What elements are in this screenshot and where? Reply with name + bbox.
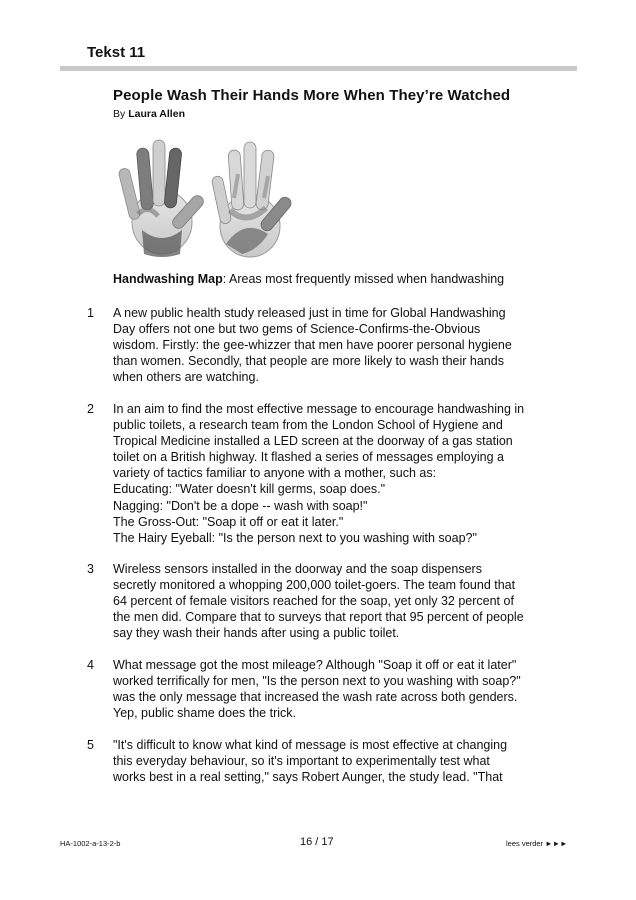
byline (113, 108, 185, 120)
paragraph-line: The Gross-Out: "Soap it off or eat it later." (113, 514, 344, 529)
continue-label: lees verder ►►► (506, 839, 568, 848)
paragraph-line: A new public health study released just in time for Global Handwashing (113, 306, 506, 320)
paragraph-line: public toilets, a research team from the London School of Hygiene and (113, 418, 503, 433)
paragraph-line: the men did. Compare that to surveys that report that 95 percent of people (113, 610, 524, 625)
paragraph-line: wisdom. Firstly: the gee-whizzer that men have poorer personal hygiene (113, 338, 512, 353)
caption-label: Handwashing Map (113, 272, 223, 286)
page-number: 16 / 17 (300, 836, 334, 848)
paragraph-number: 2 (87, 402, 94, 416)
paragraph-line: works best in a real setting," says Robert Aunger, the study lead. "That (113, 770, 503, 785)
exam-code: HA-1002-a-13-2-b (60, 839, 121, 848)
header-rule (60, 66, 577, 71)
paragraph-line: Yep, public shame does the trick. (113, 706, 296, 721)
byline-prefix: By (113, 108, 126, 120)
right-hand-icon (211, 142, 293, 257)
section-title: Tekst 11 (87, 44, 146, 61)
paragraph-line: Day offers not one but two gems of Science-Confirms-the-Obvious (113, 322, 481, 337)
paragraph-1 (87, 305, 577, 385)
author-name: Laura Allen (128, 108, 185, 120)
paragraph-line: Tropical Medicine installed a LED screen at the doorway of a gas station (113, 434, 513, 449)
paragraph-line: "It's difficult to know what kind of message is most effective at changing (113, 738, 508, 752)
paragraph-line: secretly monitored a whopping 200,000 toilet-goers. The team found that (113, 578, 516, 593)
image-caption (113, 272, 504, 286)
paragraph-line: say they wash their hands after using a public toilet. (113, 626, 400, 641)
paragraph-line: this everyday behaviour, so it's important to experimentally test what (113, 754, 490, 769)
paragraph-line: What message got the most mileage? Although "Soap it off or eat it later" (113, 658, 517, 672)
paragraph-line: than women. Secondly, that people are more likely to wash their hands (113, 354, 504, 369)
paragraph-4 (87, 657, 577, 721)
caption-text: : Areas most frequently missed when handwashing (222, 272, 505, 286)
paragraph-line: In an aim to find the most effective message to encourage handwashing in (113, 402, 525, 416)
article-title: People Wash Their Hands More When They’re Watched (113, 87, 511, 104)
paragraph-2 (87, 401, 577, 546)
paragraph-line: The Hairy Eyeball: "Is the person next to you washing with soap?" (113, 530, 477, 545)
handwashing-map-image (118, 134, 298, 260)
paragraph-5 (87, 737, 577, 785)
left-hand-icon (118, 140, 206, 257)
paragraph-number: 3 (87, 562, 94, 576)
paragraph-number: 5 (87, 738, 94, 752)
paragraph-line: 64 percent of female visitors reached for the soap, yet only 32 percent of (113, 594, 514, 609)
paragraph-line: toilet on a British highway. It flashed a series of messages employing a (113, 450, 504, 465)
paragraph-line: Educating: "Water doesn't kill germs, soap does." (113, 482, 386, 497)
paragraph-3 (87, 561, 577, 641)
paragraph-line: was the only message that increased the wash rate across both genders. (113, 690, 518, 705)
paragraph-number: 4 (87, 658, 94, 672)
paragraph-number: 1 (87, 306, 94, 320)
paragraph-line: variety of tactics familiar to anyone with a mother, such as: (113, 466, 437, 481)
paragraph-line: worked terrifically for men, "Is the person next to you washing with soap?" (113, 674, 521, 689)
paragraph-line: when others are watching. (113, 370, 259, 385)
paragraph-line: Wireless sensors installed in the doorway and the soap dispensers (113, 562, 482, 576)
paragraph-line: Nagging: "Don't be a dope -- wash with soap!" (113, 498, 368, 513)
